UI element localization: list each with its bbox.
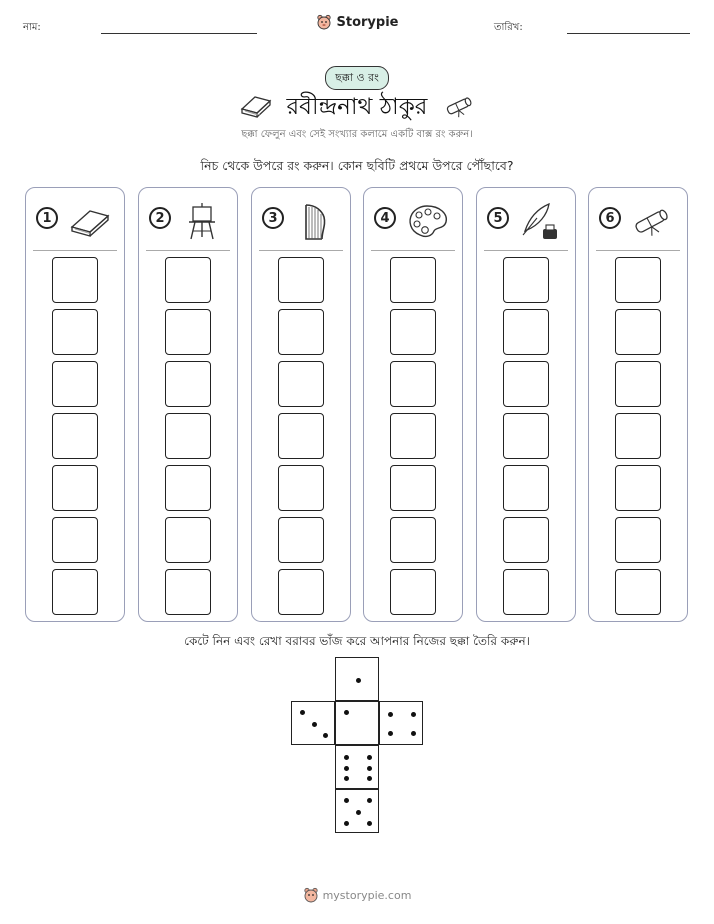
footer-url: mystorypie.com [322, 888, 412, 902]
instruction: নিচ থেকে উপরে রং করুন। কোন ছবিটি প্রথমে উপরে পৌঁছাবে? [200, 158, 514, 173]
storypie-mascot-icon [303, 887, 319, 903]
column-number: 6 [599, 207, 621, 229]
column-divider [371, 250, 455, 251]
color-box[interactable] [52, 257, 98, 303]
color-box[interactable] [278, 257, 324, 303]
palette-icon [404, 201, 450, 241]
column-number: 2 [149, 207, 171, 229]
color-box[interactable] [390, 569, 436, 615]
die-pip [356, 678, 361, 683]
color-box[interactable] [390, 465, 436, 511]
color-box[interactable] [52, 569, 98, 615]
color-box[interactable] [503, 309, 549, 355]
die-pip [344, 766, 349, 771]
column-5 [476, 187, 576, 622]
color-box[interactable] [390, 517, 436, 563]
page-title: রবীন্দ্রনাথ ঠাকুর [286, 94, 428, 120]
color-box[interactable] [52, 413, 98, 459]
color-box[interactable] [503, 517, 549, 563]
column-number: 5 [487, 207, 509, 229]
color-box[interactable] [165, 517, 211, 563]
color-box[interactable] [165, 309, 211, 355]
die-pip [344, 798, 349, 803]
color-box[interactable] [278, 465, 324, 511]
color-box[interactable] [503, 413, 549, 459]
date-line [567, 33, 690, 34]
color-box[interactable] [390, 309, 436, 355]
storypie-mascot-icon [316, 14, 332, 30]
die-pip [312, 722, 317, 727]
die-pip [323, 733, 328, 738]
color-box[interactable] [278, 413, 324, 459]
column-3 [251, 187, 351, 622]
brand-name: Storypie [336, 14, 399, 30]
column-divider [596, 250, 680, 251]
die-pip [367, 798, 372, 803]
color-box[interactable] [615, 361, 661, 407]
color-box[interactable] [52, 517, 98, 563]
color-box[interactable] [278, 569, 324, 615]
column-divider [33, 250, 117, 251]
color-box[interactable] [165, 413, 211, 459]
subtitle: ছক্কা ফেলুন এবং সেই সংখ্যার কলামে একটি বাক্স রং করুন। [241, 129, 473, 140]
die-pip [300, 710, 305, 715]
color-box[interactable] [503, 257, 549, 303]
die-face-4 [379, 701, 423, 745]
column-divider [146, 250, 230, 251]
diploma-scroll-icon [629, 201, 675, 241]
column-divider [259, 250, 343, 251]
die-pip [344, 755, 349, 760]
die-pip [367, 776, 372, 781]
cut-instruction: কেটে নিন এবং রেখা বরাবর ভাঁজ করে আপনার নিজের ছক্কা তৈরি করুন। [184, 634, 530, 648]
die-pip [411, 712, 416, 717]
color-box[interactable] [165, 361, 211, 407]
die-pip [344, 776, 349, 781]
brand-logo [0, 14, 714, 30]
die-pip [367, 755, 372, 760]
die-pip [367, 821, 372, 826]
quill-inkpot-icon [517, 201, 563, 241]
color-box[interactable] [278, 517, 324, 563]
column-number: 1 [36, 207, 58, 229]
color-box[interactable] [503, 465, 549, 511]
die-pip [344, 710, 349, 715]
footer [0, 887, 714, 903]
die-face-6 [335, 745, 379, 789]
die-pip [388, 731, 393, 736]
name-line [101, 33, 257, 34]
activity-badge: ছক্কা ও রং [325, 66, 389, 90]
color-box[interactable] [52, 361, 98, 407]
column-2 [138, 187, 238, 622]
column-number: 3 [262, 207, 284, 229]
date-label: তারিখ: [494, 22, 523, 33]
color-box[interactable] [390, 361, 436, 407]
color-box[interactable] [165, 465, 211, 511]
color-box[interactable] [503, 569, 549, 615]
color-box[interactable] [165, 569, 211, 615]
die-face-1 [335, 701, 379, 745]
column-divider [484, 250, 568, 251]
die-pip [411, 731, 416, 736]
die-pip [344, 821, 349, 826]
color-box[interactable] [615, 517, 661, 563]
harp-icon [292, 201, 338, 241]
easel-icon [179, 201, 225, 241]
color-box[interactable] [615, 413, 661, 459]
name-label: নাম: [23, 22, 41, 33]
color-box[interactable] [278, 361, 324, 407]
color-box[interactable] [390, 257, 436, 303]
book-icon [66, 201, 112, 241]
die-pip [356, 810, 361, 815]
color-box[interactable] [165, 257, 211, 303]
color-box[interactable] [390, 413, 436, 459]
color-box[interactable] [615, 569, 661, 615]
column-1 [25, 187, 125, 622]
color-box[interactable] [615, 309, 661, 355]
color-box[interactable] [52, 465, 98, 511]
column-number: 4 [374, 207, 396, 229]
column-4 [363, 187, 463, 622]
die-face-5 [335, 789, 379, 833]
die-face-1 [335, 657, 379, 701]
die-pip [367, 766, 372, 771]
color-box[interactable] [503, 361, 549, 407]
diploma-scroll-icon [442, 94, 476, 118]
column-6 [588, 187, 688, 622]
color-box[interactable] [615, 257, 661, 303]
die-face-3 [291, 701, 335, 745]
die-pip [388, 712, 393, 717]
color-box[interactable] [278, 309, 324, 355]
color-box[interactable] [52, 309, 98, 355]
color-box[interactable] [615, 465, 661, 511]
